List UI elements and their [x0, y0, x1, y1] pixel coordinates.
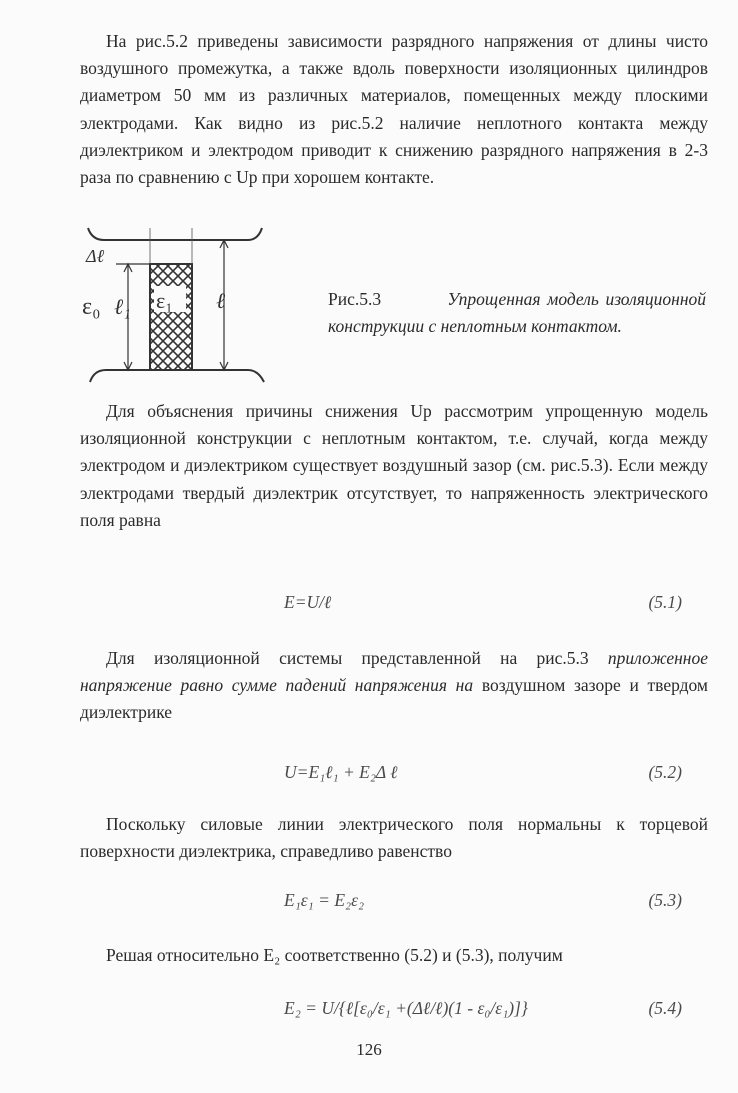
paragraph-explanation: [80, 398, 708, 534]
top-electrode: [88, 228, 262, 240]
caption-label: Рис.5.3: [328, 289, 382, 309]
paragraph-system-plain: Для изоляционной системы представленной на рис.5.3: [106, 648, 589, 668]
label-eps0: ε₀: [82, 294, 101, 320]
paragraph-field-lines: [80, 811, 708, 865]
paragraph-solution: [80, 942, 708, 969]
label-eps1: ε₁: [156, 288, 173, 313]
equation-5-4-expr: E₂ = U/{ℓ[ε₀/ε₁ +(Δℓ/ℓ)(1 - ε₀/ε₁)]}: [284, 998, 528, 1018]
equation-5-3-expr: E₁ε₁ = E₂ε₂: [284, 890, 365, 910]
equation-5-2-number: (5.2): [648, 762, 682, 782]
paragraph-field-lines-text: Поскольку силовые линии электрического поля нормальны к торцевой поверхности диэлектрика, справедливо равенство: [80, 814, 708, 862]
paragraph-solution-text: Решая относительно E₂ соответственно (5.2) и (5.3), получим: [106, 945, 563, 965]
label-l1: ℓ₁: [114, 294, 131, 319]
dielectric-cylinder: [150, 264, 192, 370]
equation-5-1: [80, 588, 708, 616]
equation-5-3-number: (5.3): [648, 890, 682, 910]
equation-5-4-number: (5.4): [648, 998, 682, 1018]
caption-title: Упрощенная модель изоляционной конструкции с неплотным контактом.: [328, 289, 707, 336]
figure-caption: [328, 286, 706, 340]
equation-5-4: [80, 994, 708, 1022]
figure-5-3-diagram: [78, 226, 278, 386]
bottom-electrode: [90, 370, 264, 382]
equation-5-2-expr: U=E₁ℓ₁ + E₂Δ ℓ: [284, 762, 398, 782]
label-l: ℓ: [216, 288, 226, 313]
paragraph-system-tail: воздушном зазоре и твердом диэлектрике: [80, 675, 709, 723]
equation-5-1-number: (5.1): [648, 592, 682, 612]
page-number: 126: [356, 1040, 382, 1059]
paragraph-system-italic: приложенное напряжение равно сумме падений напряжения на: [80, 648, 709, 696]
paragraph-system: [80, 645, 708, 727]
equation-5-1-expr: E=U/ℓ: [284, 592, 332, 612]
label-delta-l: Δℓ: [86, 246, 105, 266]
paragraph-intro-text: На рис.5.2 приведены зависимости разрядного напряжения от длины чисто воздушного промежутка, а также вдоль поверхности изоляционных цилиндров диаметром 50 мм из различных материалов, помещенных между плоскими электродами. Как видно из рис.5.2 наличие неплотного контакта между диэлектриком и электродом приводит к снижению разрядного напряжения в 2-3 раза по сравнению с Uр при хорошем контакте.: [80, 31, 708, 188]
equation-5-3: [80, 886, 708, 914]
equation-5-2: [80, 758, 708, 786]
paragraph-explanation-text: Для объяснения причины снижения Uр рассмотрим упрощенную модель изоляционной конструкции с неплотным контактом, т.е. случай, когда между электродом и диэлектриком существует воздушный зазор (см. рис.5.3). Если между электродами твердый диэлектрик отсутствует, то напряженность электрического поля равна: [80, 401, 708, 530]
paragraph-intro: [80, 28, 708, 191]
